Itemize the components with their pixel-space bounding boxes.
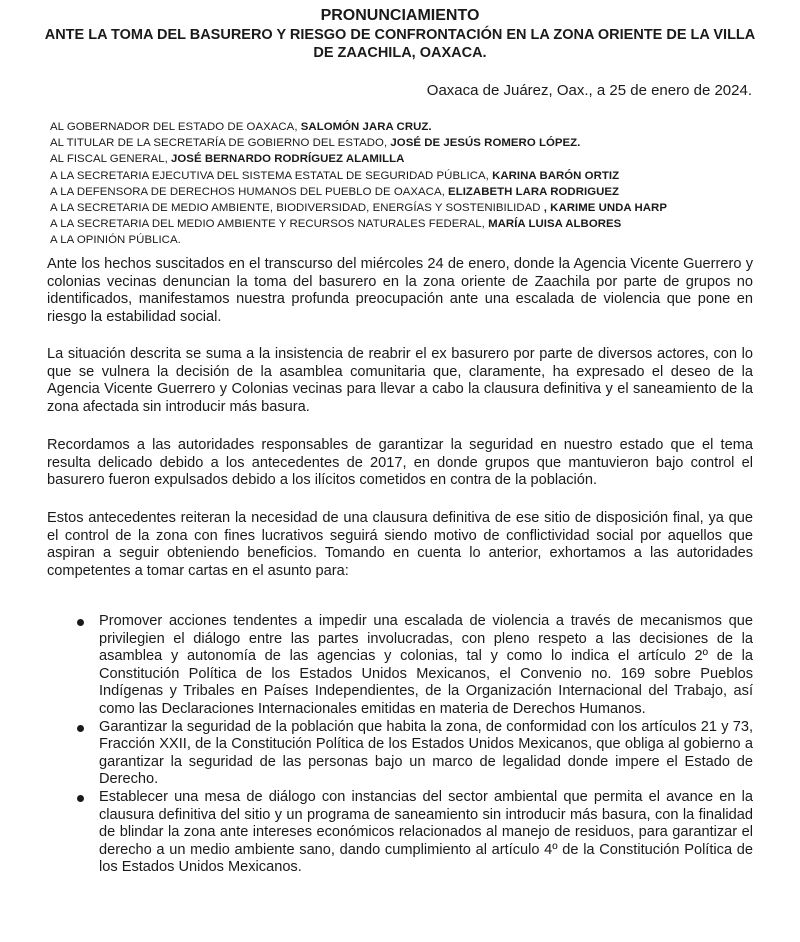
recipient-line (50, 200, 770, 216)
demand-item (47, 613, 753, 719)
demand-text: Garantizar la seguridad de la población que habita la zona, de conformidad con los artículos 21 y 73, Fracción XXII, de la Constitución Política de los Estados Unidos Mexicanos, que obliga al gobierno a garantizar la seguridad de las personas bajo un marco de legalidad donde impere el Estado de Derecho. (99, 718, 753, 788)
demands-list (47, 613, 753, 877)
demand-text: Promover acciones tendentes a impedir una escalada de violencia a través de mecanismos que privilegien el diálogo entre las partes involucradas, con pleno respeto a las decisiones de la asamblea y autonomía de las agencias y colonias, tal y como lo indica el artículo 2º de la Constitución Política de los Estados Unidos Mexicanos, el Convenio no. 169 sobre Pueblos Indígenas y Tribales en Países Independientes, de la Organización Internacional del Trabajo, así como las Declaraciones Internacionales emitidas en materia de Derechos Humanos. (99, 613, 753, 717)
document-title: PRONUNCIAMIENTO (320, 7, 480, 24)
recipient-office: AL TITULAR DE LA SECRETARÍA DE GOBIERNO DEL ESTADO, (50, 137, 391, 150)
bullet-icon (77, 725, 84, 732)
recipient-name: MARÍA LUISA ALBORES (488, 218, 622, 231)
recipient-office: A LA OPINIÓN PÚBLICA. (50, 234, 181, 247)
recipient-name: , KARIME UNDA HARP (543, 202, 667, 215)
recipient-name: ELIZABETH LARA RODRIGUEZ (448, 185, 620, 198)
recipient-line (50, 119, 770, 135)
body-paragraph: Recordamos a las autoridades responsables de garantizar la seguridad en nuestro estado que el tema resulta delicado debido a los antecedentes de 2017, en donde grupos que mantuvieron bajo control el basurero fueron expulsados debido a los ilícitos cometidos en contra de la población. (47, 437, 753, 489)
demand-item (47, 719, 753, 789)
recipient-office: AL FISCAL GENERAL, (50, 153, 172, 166)
recipient-line (50, 168, 770, 184)
recipient-office: A LA DEFENSORA DE DERECHOS HUMANOS DEL PUEBLO DE OAXACA, (50, 185, 449, 198)
recipient-office: AL GOBERNADOR DEL ESTADO DE OAXACA, (50, 121, 301, 133)
bullet-icon (77, 795, 84, 802)
recipient-line (50, 184, 770, 200)
recipient-line (50, 232, 770, 248)
recipient-line (50, 151, 770, 167)
body-paragraph: Ante los hechos suscitados en el transcurso del miércoles 24 de enero, donde la Agencia Vicente Guerrero y colonias vecinas denuncian la toma del basurero en la zona oriente de Zaachila por parte de grupos no identificados, manifestamos nuestra profunda preocupación ante una escalada de violencia que pone en riesgo la estabilidad social. (47, 256, 753, 325)
body-paragraph: La situación descrita se suma a la insistencia de reabrir el ex basurero por parte de diversos actores, con lo que se vulnera la decisión de la asamblea comunitaria que, claramente, ha expresado el deseo de la Agencia Vicente Guerrero y Colonias vecinas para llevar a cabo la clausura definitiva y el saneamiento de la zona afectada sin introducir más basura. (47, 346, 753, 415)
demand-item (47, 789, 753, 877)
recipient-office: A LA SECRETARIA DE MEDIO AMBIENTE, BIODIVERSIDAD, ENERGÍAS Y SOSTENIBILIDAD (50, 202, 544, 215)
recipient-line (50, 216, 770, 232)
document-subtitle: ANTE LA TOMA DEL BASURERO Y RIESGO DE CONFRONTACIÓN EN LA ZONA ORIENTE DE LA VILLA DE ZAACHILA, OAXACA. (44, 27, 756, 61)
recipient-name: SALOMÓN JARA CRUZ. (300, 121, 432, 133)
bullet-icon (77, 619, 84, 626)
recipient-list (50, 119, 770, 249)
recipient-name: JOSÉ DE JESÚS ROMERO LÓPEZ. (390, 137, 581, 150)
dateline: Oaxaca de Juárez, Oax., a 25 de enero de 2024. (426, 82, 752, 99)
recipient-office: A LA SECRETARIA DEL MEDIO AMBIENTE Y RECURSOS NATURALES FEDERAL, (50, 218, 489, 231)
recipient-name: KARINA BARÓN ORTIZ (492, 169, 620, 182)
recipient-office: A LA SECRETARIA EJECUTIVA DEL SISTEMA ESTATAL DE SEGURIDAD PÚBLICA, (50, 169, 493, 182)
recipient-line (50, 135, 770, 151)
demand-text: Establecer una mesa de diálogo con instancias del sector ambiental que permita el avance en la clausura definitiva del sitio y un programa de saneamiento sin introducir más basura, con la finalidad de blindar la zona ante intereses económicos relacionados al manejo de residuos, para garantizar el derecho a un medio ambiente sano, dando cumplimiento al artículo 4º de la Constitución Política de los Estados Unidos Mexicanos. (99, 788, 753, 876)
recipient-name: JOSÉ BERNARDO RODRÍGUEZ ALAMILLA (171, 153, 405, 166)
body-paragraph: Estos antecedentes reiteran la necesidad de una clausura definitiva de ese sitio de disposición final, ya que el control de la zona con fines lucrativos seguirá siendo motivo de conflictividad social por aquellos que aspiran a seguir obteniendo beneficios. Tomando en cuenta lo anterior, exhortamos a las autoridades competentes a tomar cartas en el asunto para: (47, 510, 753, 579)
